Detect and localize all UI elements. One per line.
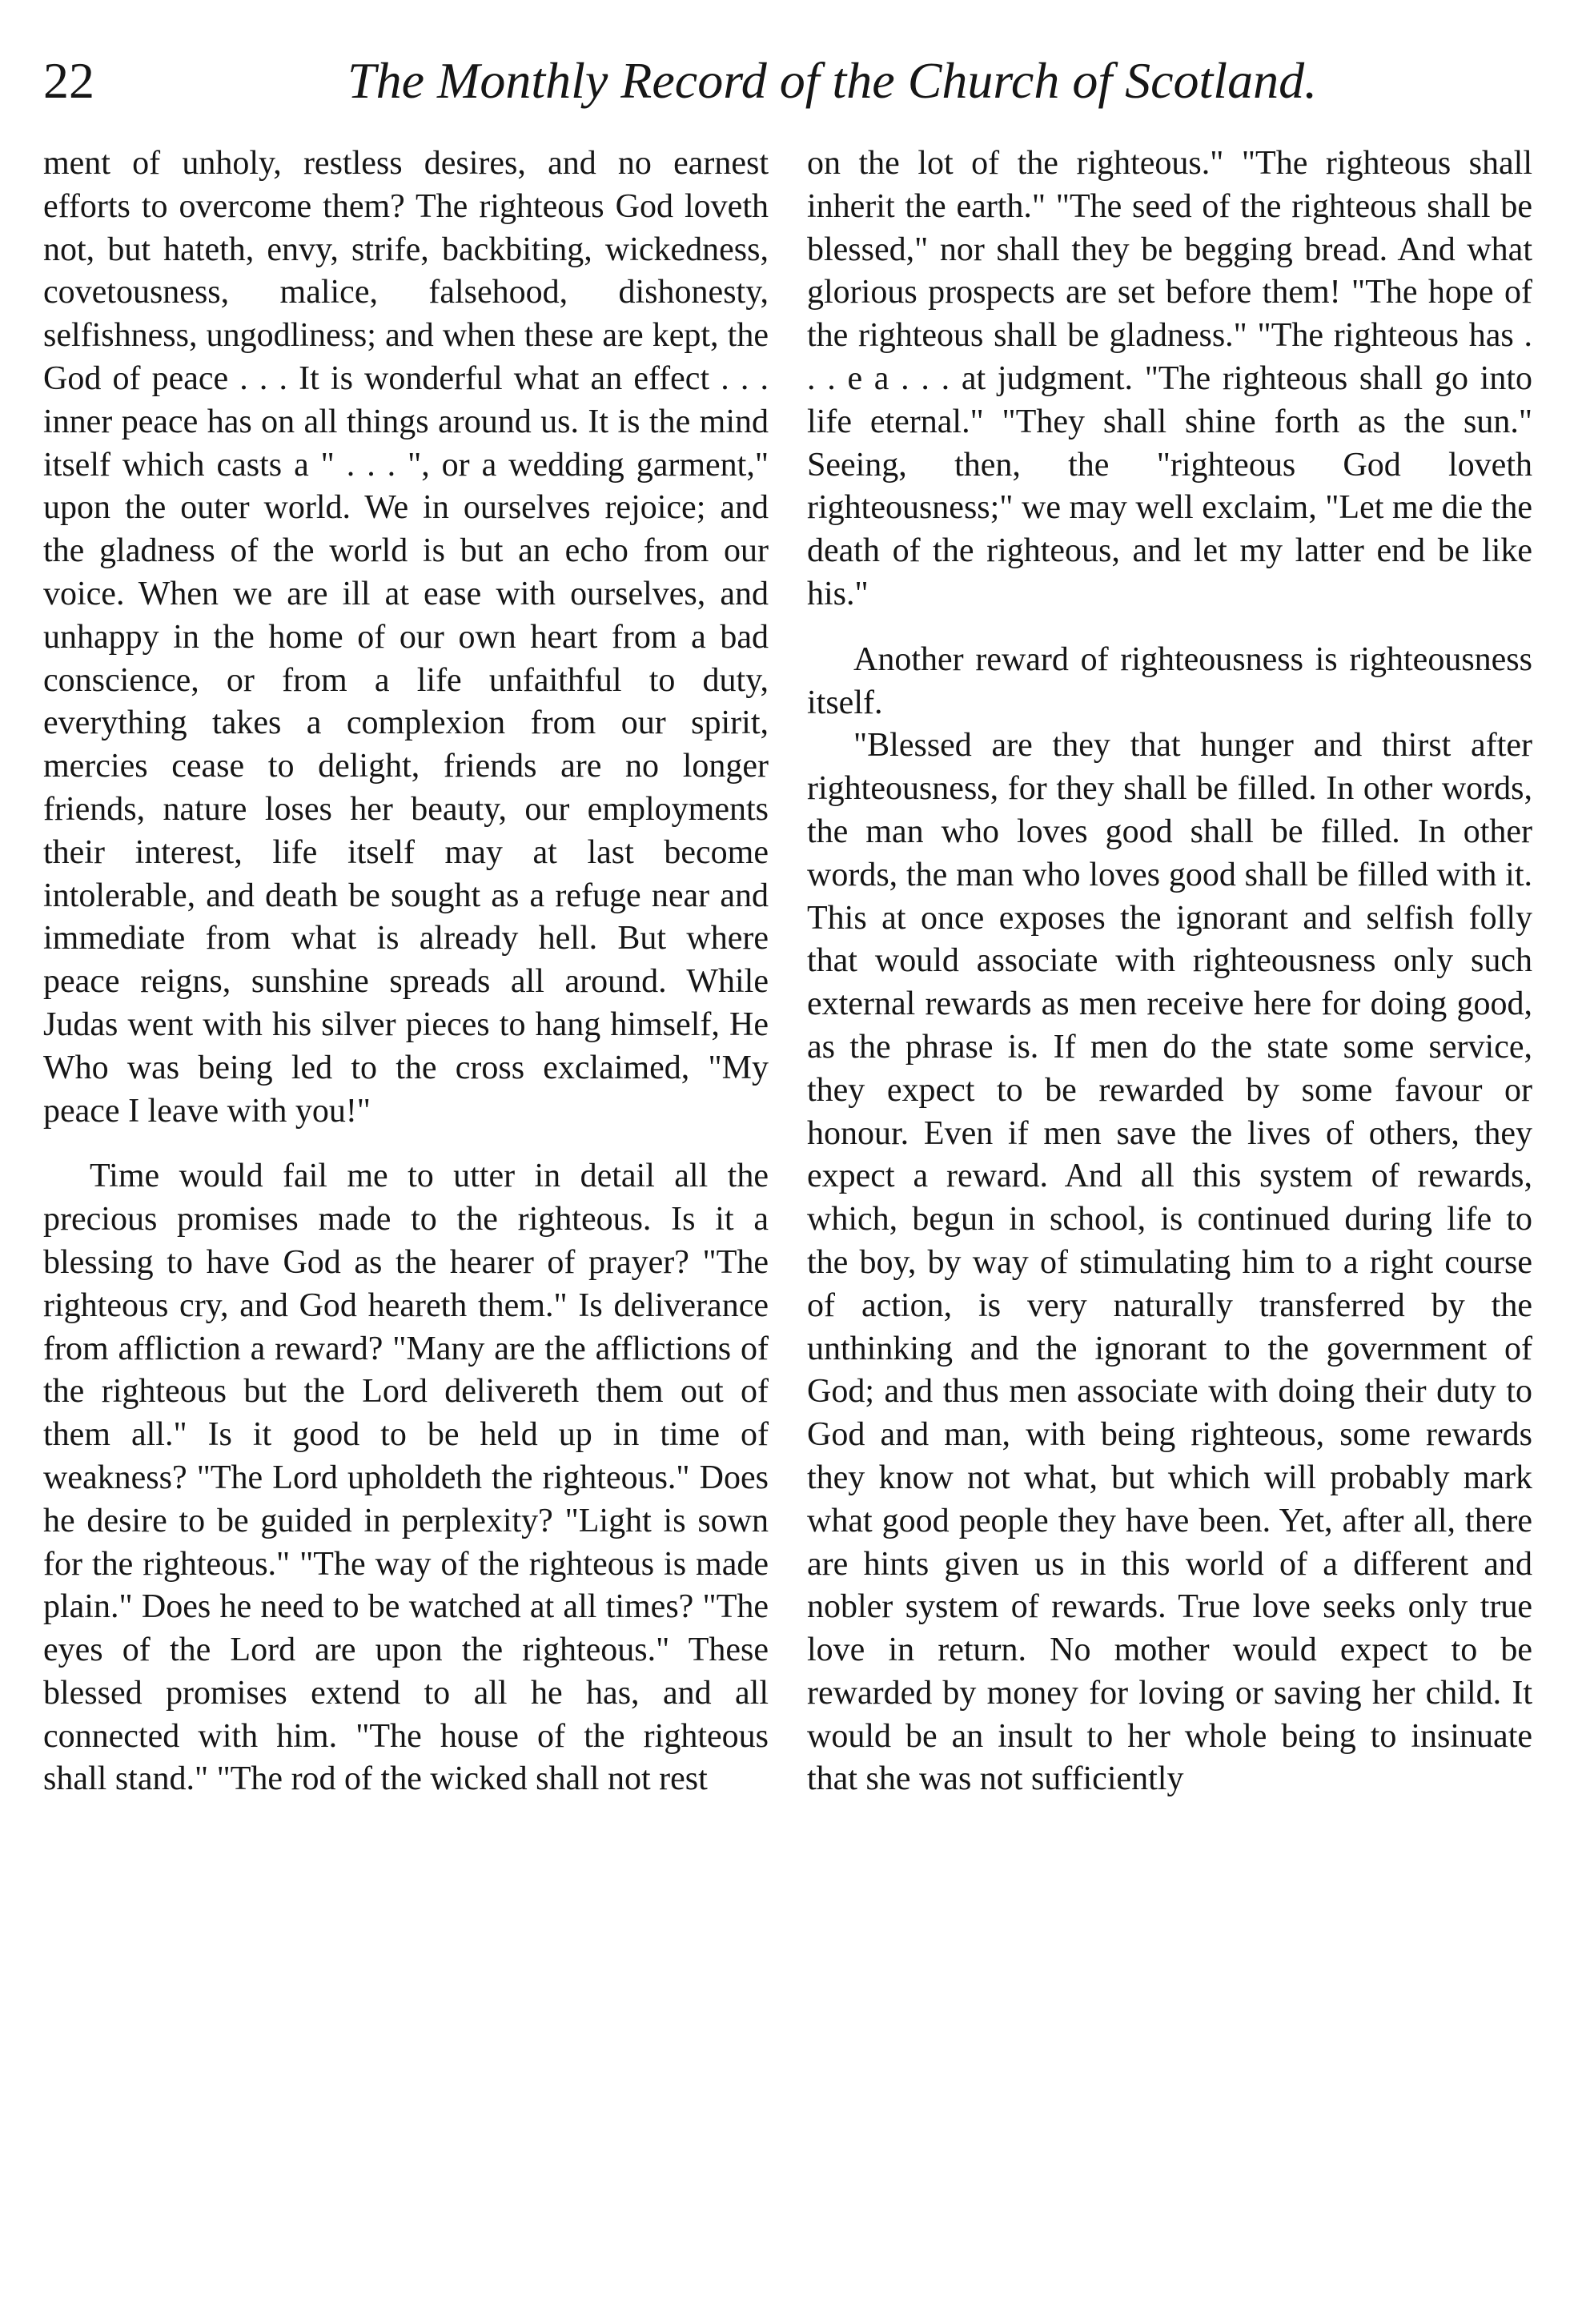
right-column [807,142,1532,1801]
right-paragraph-2: Another reward of righteousness is righteousness itself. [807,640,1532,721]
left-column [43,142,769,1801]
page-number: 22 [43,52,94,109]
left-paragraph-1: ment of unholy, restless desires, and no earnest efforts to overcome them? The righteous God loveth not, but hateth, envy, strife, backbiting, wickedness, covetousness, malice, falsehood, dishonesty, selfishness, ungodliness; and when these are kept, the God of peace . . . It is wonderful what an effect . . . inner peace has on all things around us. It is the mind itself which casts a " . . . ", or a wedding garment," upon the outer world. We in ourselves rejoice; and the gladness of the world is but an echo from our voice. When we are ill at ease with ourselves, and unhappy in the home of our own heart from a bad conscience, or from a life unfaithful to duty, everything takes a complexion from our spirit, mercies cease to delight, friends are no longer friends, nature loses her beauty, our employments their interest, life itself may at last become intolerable, and death be sought as a refuge near and immediate from what is already hell. But where peace reigns, sunshine spreads all around. While Judas went with his silver pieces to hang himself, He Who was being led to the cross exclaimed, "My peace I leave with you!" [43,145,769,1130]
page-header [43,38,1532,126]
right-paragraph-1: on the lot of the righteous." "The righteous shall inherit the earth." "The seed of the righteous shall be blessed," nor shall they be begging bread. And what glorious prospects are set before them! "The hope of the righteous shall be gladness." "The righteous has . . . e a . . . at judgment. "The righteous shall go into life eternal." "They shall shine forth as the sun." Seeing, then, the "righteous God loveth righteousness;" we may well exclaim, "Let me die the death of the righteous, and let my latter end be like his." [807,145,1532,612]
left-paragraph-2: Time would fail me to utter in detail all the precious promises made to the righteous. Is it a blessing to have God as the hearer of prayer? "The righteous cry, and God heareth them." Is deliverance from affliction a reward? "Many are the afflictions of the righteous but the Lord delivereth them out of them all." Is it good to be held up in time of weakness? "The Lord upholdeth the righteous." Does he desire to be guided in perplexity? "Light is sown for the righteous." "The way of the righteous is made plain." Does he need to be watched at all times? "The eyes of the Lord are upon the righteous." These blessed promises extend to all he has, and all connected with him. "The house of the righteous shall stand." "The rod of the wicked shall not rest [43,1158,769,1798]
running-title: The Monthly Record of the Church of Scotland. [347,52,1318,109]
right-paragraph-3: "Blessed are they that hunger and thirst after righteousness, for they shall be filled. In other words, the man who loves good shall be filled. In other words, the man who loves good shall be filled with it. This at once exposes the ignorant and selfish folly that would associate with righteousness only such external rewards as men receive here for doing good, as the phrase is. If men do the state some service, they expect to be rewarded by some favour or honour. Even if men save the lives of others, they expect a reward. And all this system of rewards, which, begun in school, is continued during life to the boy, by way of stimulating him to a right course of action, is very naturally transferred by the unthinking and the ignorant to the government of God; and thus men associate with doing their duty to God and man, with being righteous, some rewards they know not what, but which will probably mark what good people they have been. Yet, after all, there are hints given us in this world of a different and nobler system of rewards. True love seeks only true love in return. No mother would expect to be rewarded by money for loving or saving her child. It would be an insult to her whole being to insinuate that she was not sufficiently [807,727,1532,1798]
